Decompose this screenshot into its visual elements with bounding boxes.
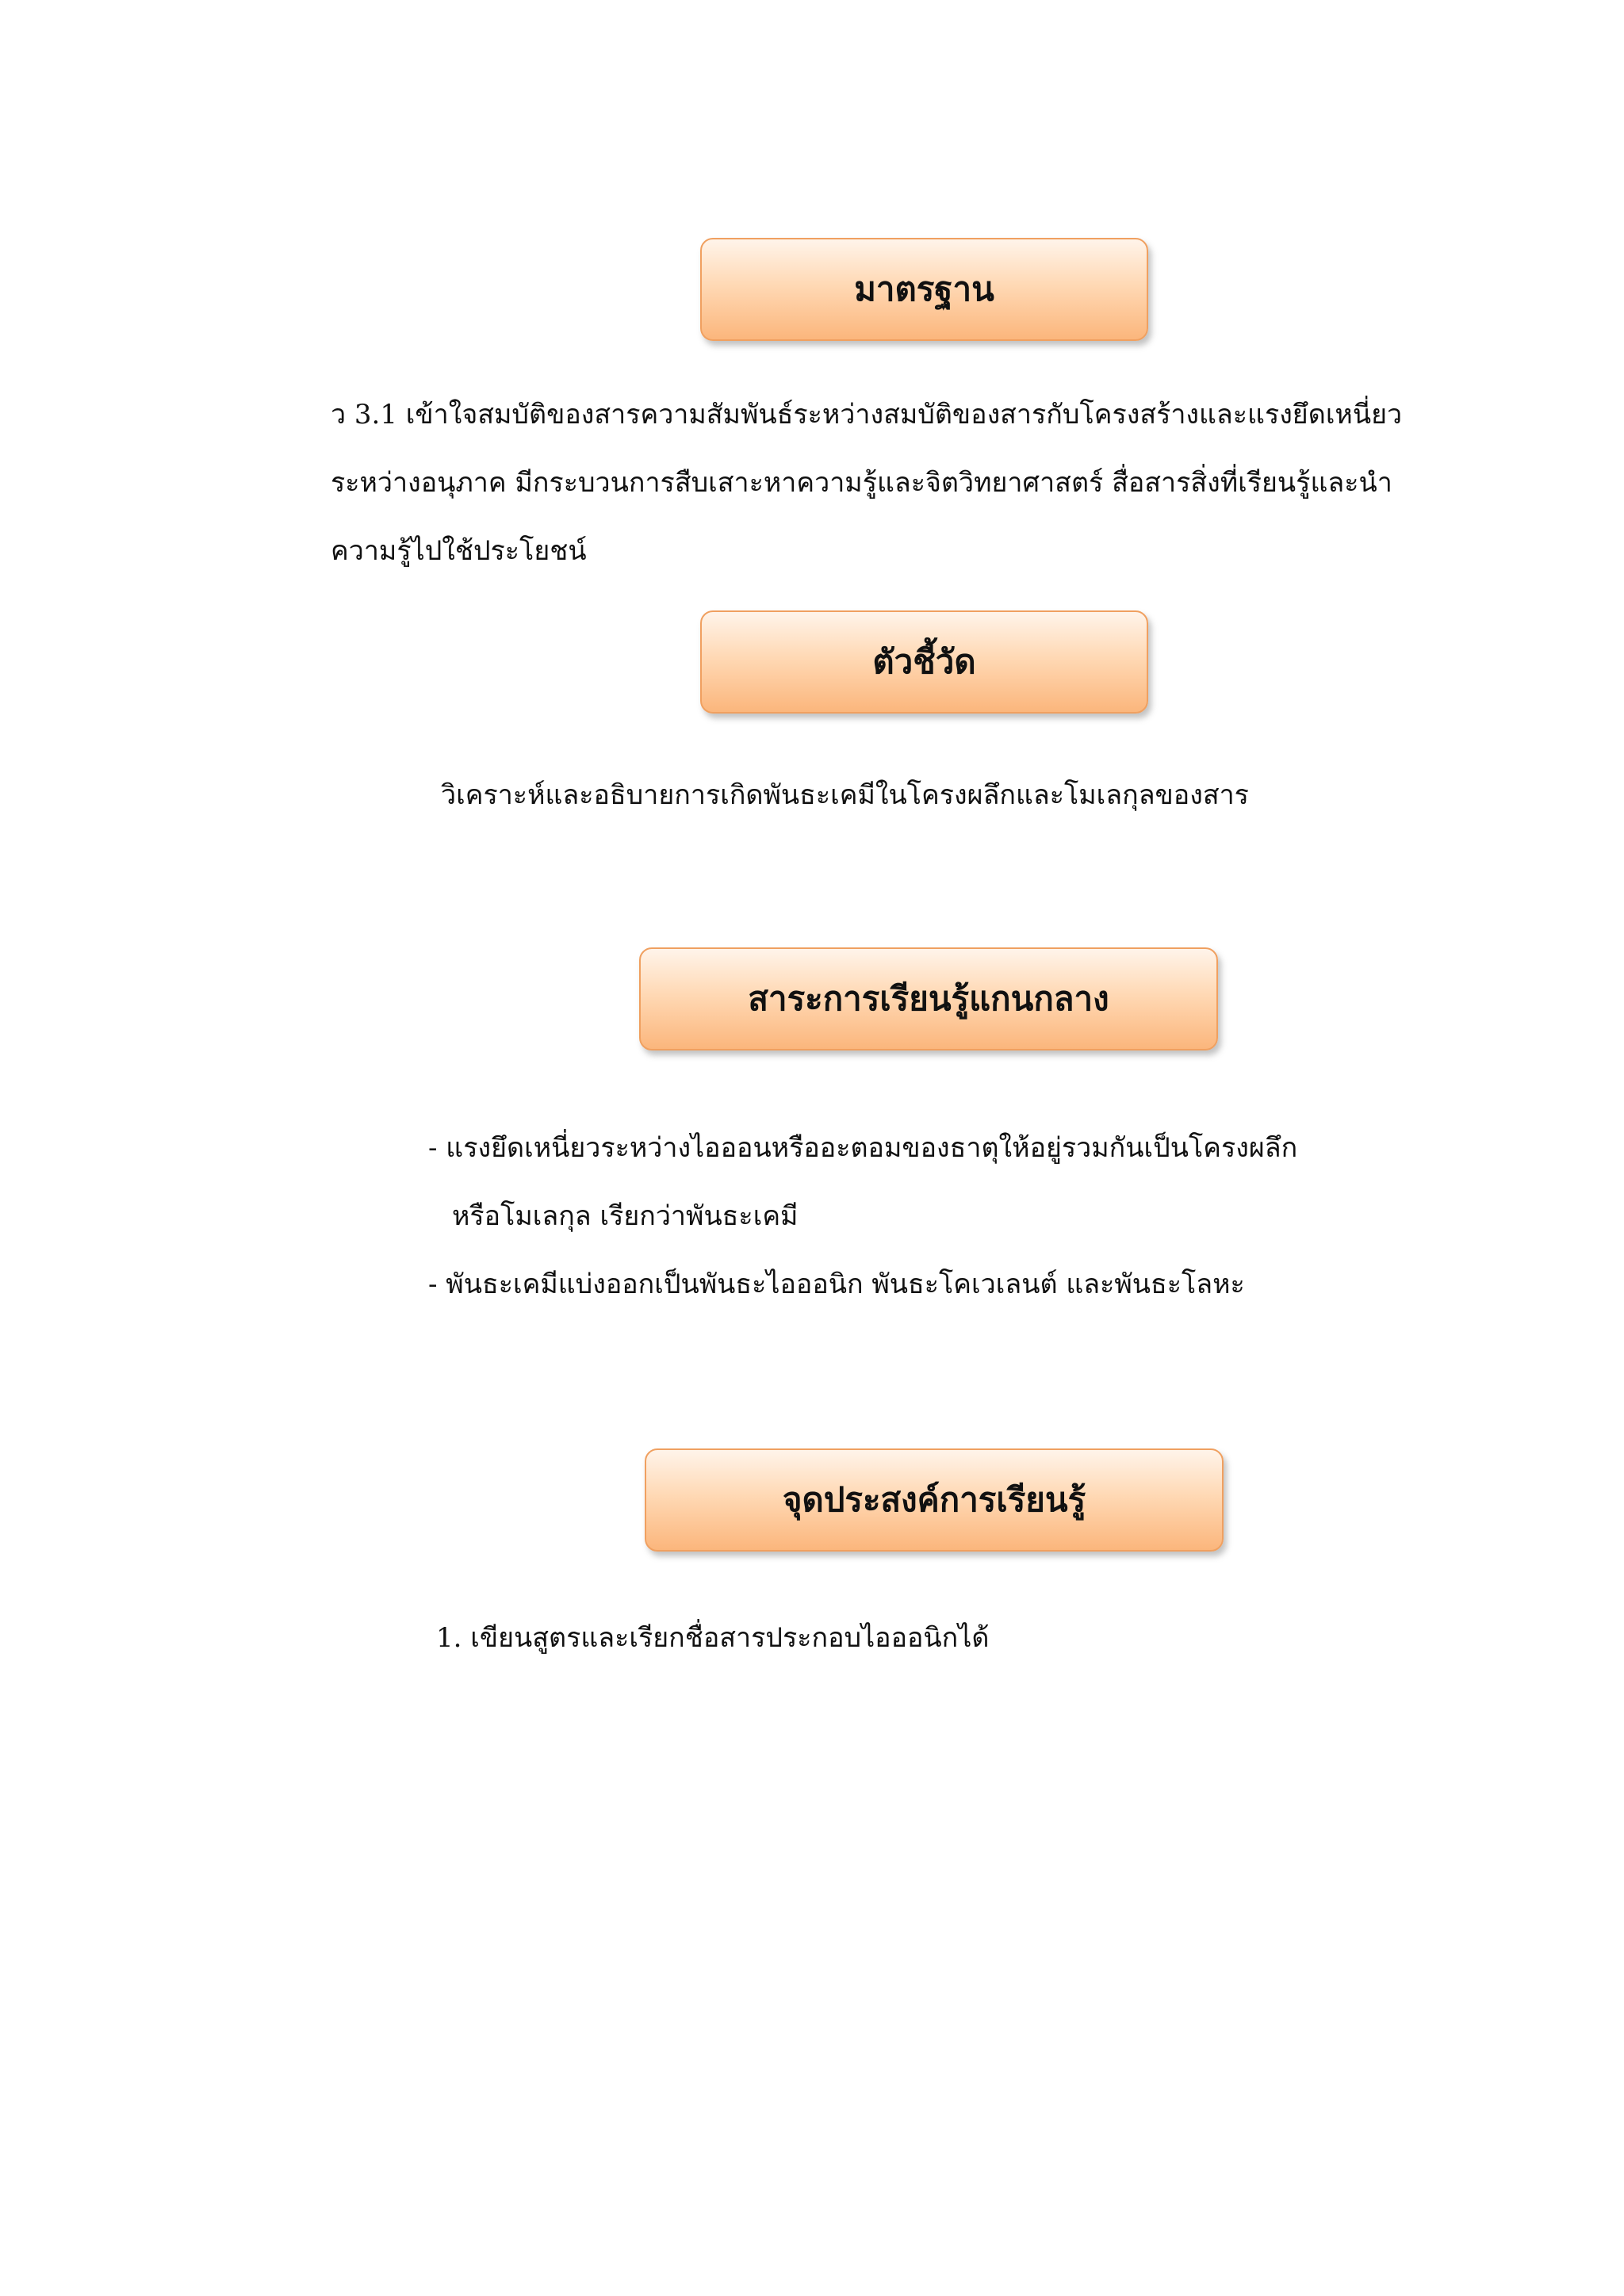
indicator-line: วิเคราะห์และอธิบายการเกิดพันธะเคมีในโครงผลึกและโมเลกุลของสาร (441, 779, 1249, 811)
objectives-heading-box (645, 1448, 1224, 1552)
core-content-line-3: - พันธะเคมีแบ่งออกเป็นพันธะไอออนิก พันธะโคเวเลนต์ และพันธะโลหะ (428, 1269, 1245, 1300)
core-content-heading: สาระการเรียนรู้แกนกลาง (748, 979, 1109, 1018)
indicator-text (441, 761, 1249, 829)
objectives-heading: จุดประสงค์การเรียนรู้ (782, 1480, 1086, 1519)
indicator-heading: ตัวชี้วัด (872, 642, 976, 681)
core-content-line-1: - แรงยึดเหนี่ยวระหว่างไอออนหรืออะตอมของธาตุให้อยู่รวมกันเป็นโครงผลึก (428, 1132, 1298, 1164)
standard-line-3: ความรู้ไปใช้ประโยชน์ (331, 535, 587, 567)
core-content-text (428, 1114, 1297, 1318)
core-content-heading-box (639, 947, 1218, 1050)
standard-text (331, 381, 1402, 585)
standard-line-1: ว 3.1 เข้าใจสมบัติของสารความสัมพันธ์ระหว่างสมบัติของสารกับโครงสร้างและแรงยึดเหนี่ยว (331, 399, 1403, 430)
objective-item: 1. เขียนสูตรและเรียกชื่อสารประกอบไอออนิกได้ (436, 1622, 990, 1654)
objectives-list (436, 1604, 989, 1672)
standard-heading: มาตรฐาน (854, 270, 994, 308)
standard-heading-box (700, 238, 1148, 341)
core-content-line-2: หรือโมเลกุล เรียกว่าพันธะเคมี (452, 1200, 799, 1232)
standard-line-2: ระหว่างอนุภาค มีกระบวนการสืบเสาะหาความรู้และจิตวิทยาศาสตร์ สื่อสารสิ่งที่เรียนรู้และนำ (331, 467, 1392, 499)
indicator-heading-box (700, 610, 1148, 714)
